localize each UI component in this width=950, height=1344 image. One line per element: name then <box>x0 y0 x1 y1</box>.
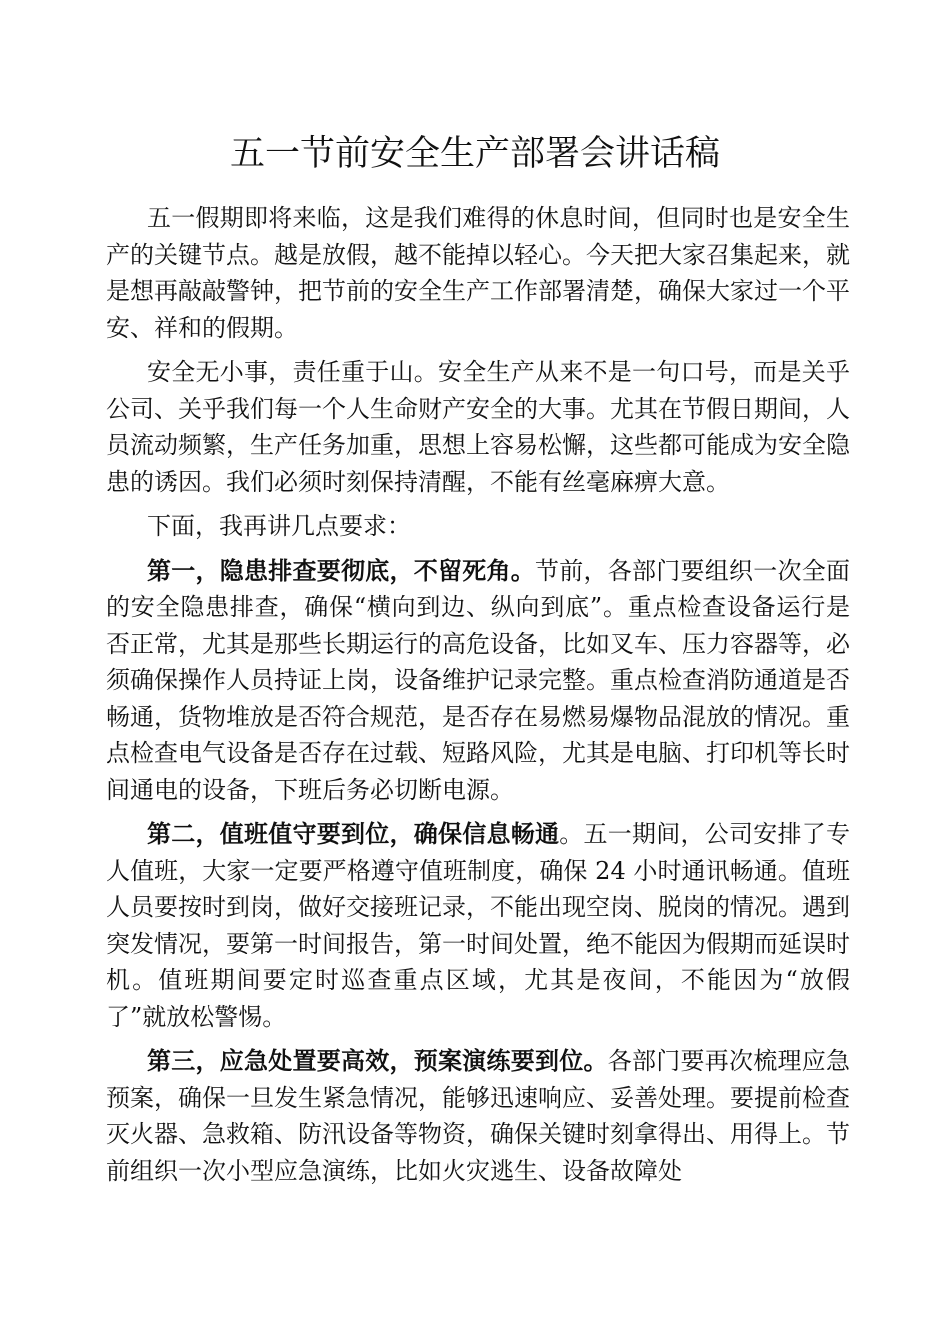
paragraph <box>106 553 850 809</box>
paragraph-text: 五一假期即将来临，这是我们难得的休息时间，但同时也是安全生产的关键节点。越是放假，越不能掉以轻心。今天把大家召集起来，就是想再敲敲警钟，把节前的安全生产工作部署清楚，确保大家过一个平安、祥和的假期。 <box>106 204 850 342</box>
document-title: 五一节前安全生产部署会讲话稿 <box>229 134 720 174</box>
paragraph <box>106 1043 850 1189</box>
paragraph <box>106 508 850 545</box>
paragraph <box>106 354 850 500</box>
paragraph-text: 下面，我再讲几点要求： <box>147 512 411 540</box>
paragraph-text: 安全无小事，责任重于山。安全生产从来不是一句口号，而是关乎公司、关乎我们每一个人生命财产安全的大事。尤其在节假日期间，人员流动频繁，生产任务加重，思想上容易松懈，这些都可能成为安全隐患的诱因。我们必须时刻保持清醒，不能有丝毫麻痹大意。 <box>106 358 850 496</box>
paragraph-lead: 第二，值班值守要到位，确保信息畅通 <box>147 819 560 848</box>
paragraph-lead: 第一，隐患排查要彻底，不留死角。 <box>147 555 535 585</box>
paragraph-text: 。五一期间，公司安排了专人值班，大家一定要严格遵守值班制度，确保 24 小时通讯畅通。值班人员要按时到岗，做好交接班记录，不能出现空岗、脱岗的情况。遇到突发情况，要第一时间报告，第一时间处置，绝不能因为假期而延误时机。值班期间要定时巡查重点区域，尤其是夜间，不能因为“放假了”就放松警惕。 <box>106 820 850 1031</box>
paragraph-text: 节前，各部门要组织一次全面的安全隐患排查，确保“横向到边、纵向到底”。重点检查设备运行是否正常，尤其是那些长期运行的高危设备，比如叉车、压力容器等，必须确保操作人员持证上岗，设备维护记录完整。重点检查消防通道是否畅通，货物堆放是否符合规范，是否存在易燃易爆物品混放的情况。重点检查电气设备是否存在过载、短路风险，尤其是电脑、打印机等长时间通电的设备，下班后务必切断电源。 <box>106 556 850 804</box>
paragraph <box>106 200 850 346</box>
paragraph-lead: 第三，应急处置要高效，预案演练要到位。 <box>147 1046 608 1075</box>
document-body <box>106 200 850 1197</box>
paragraph-text: 各部门要再次梳理应急预案，确保一旦发生紧急情况，能够迅速响应、妥善处理。要提前检查灭火器、急救箱、防汛设备等物资，确保关键时刻拿得出、用得上。节前组织一次小型应急演练，比如火灾逃生、设备故障处 <box>106 1047 850 1185</box>
paragraph <box>106 816 850 1035</box>
